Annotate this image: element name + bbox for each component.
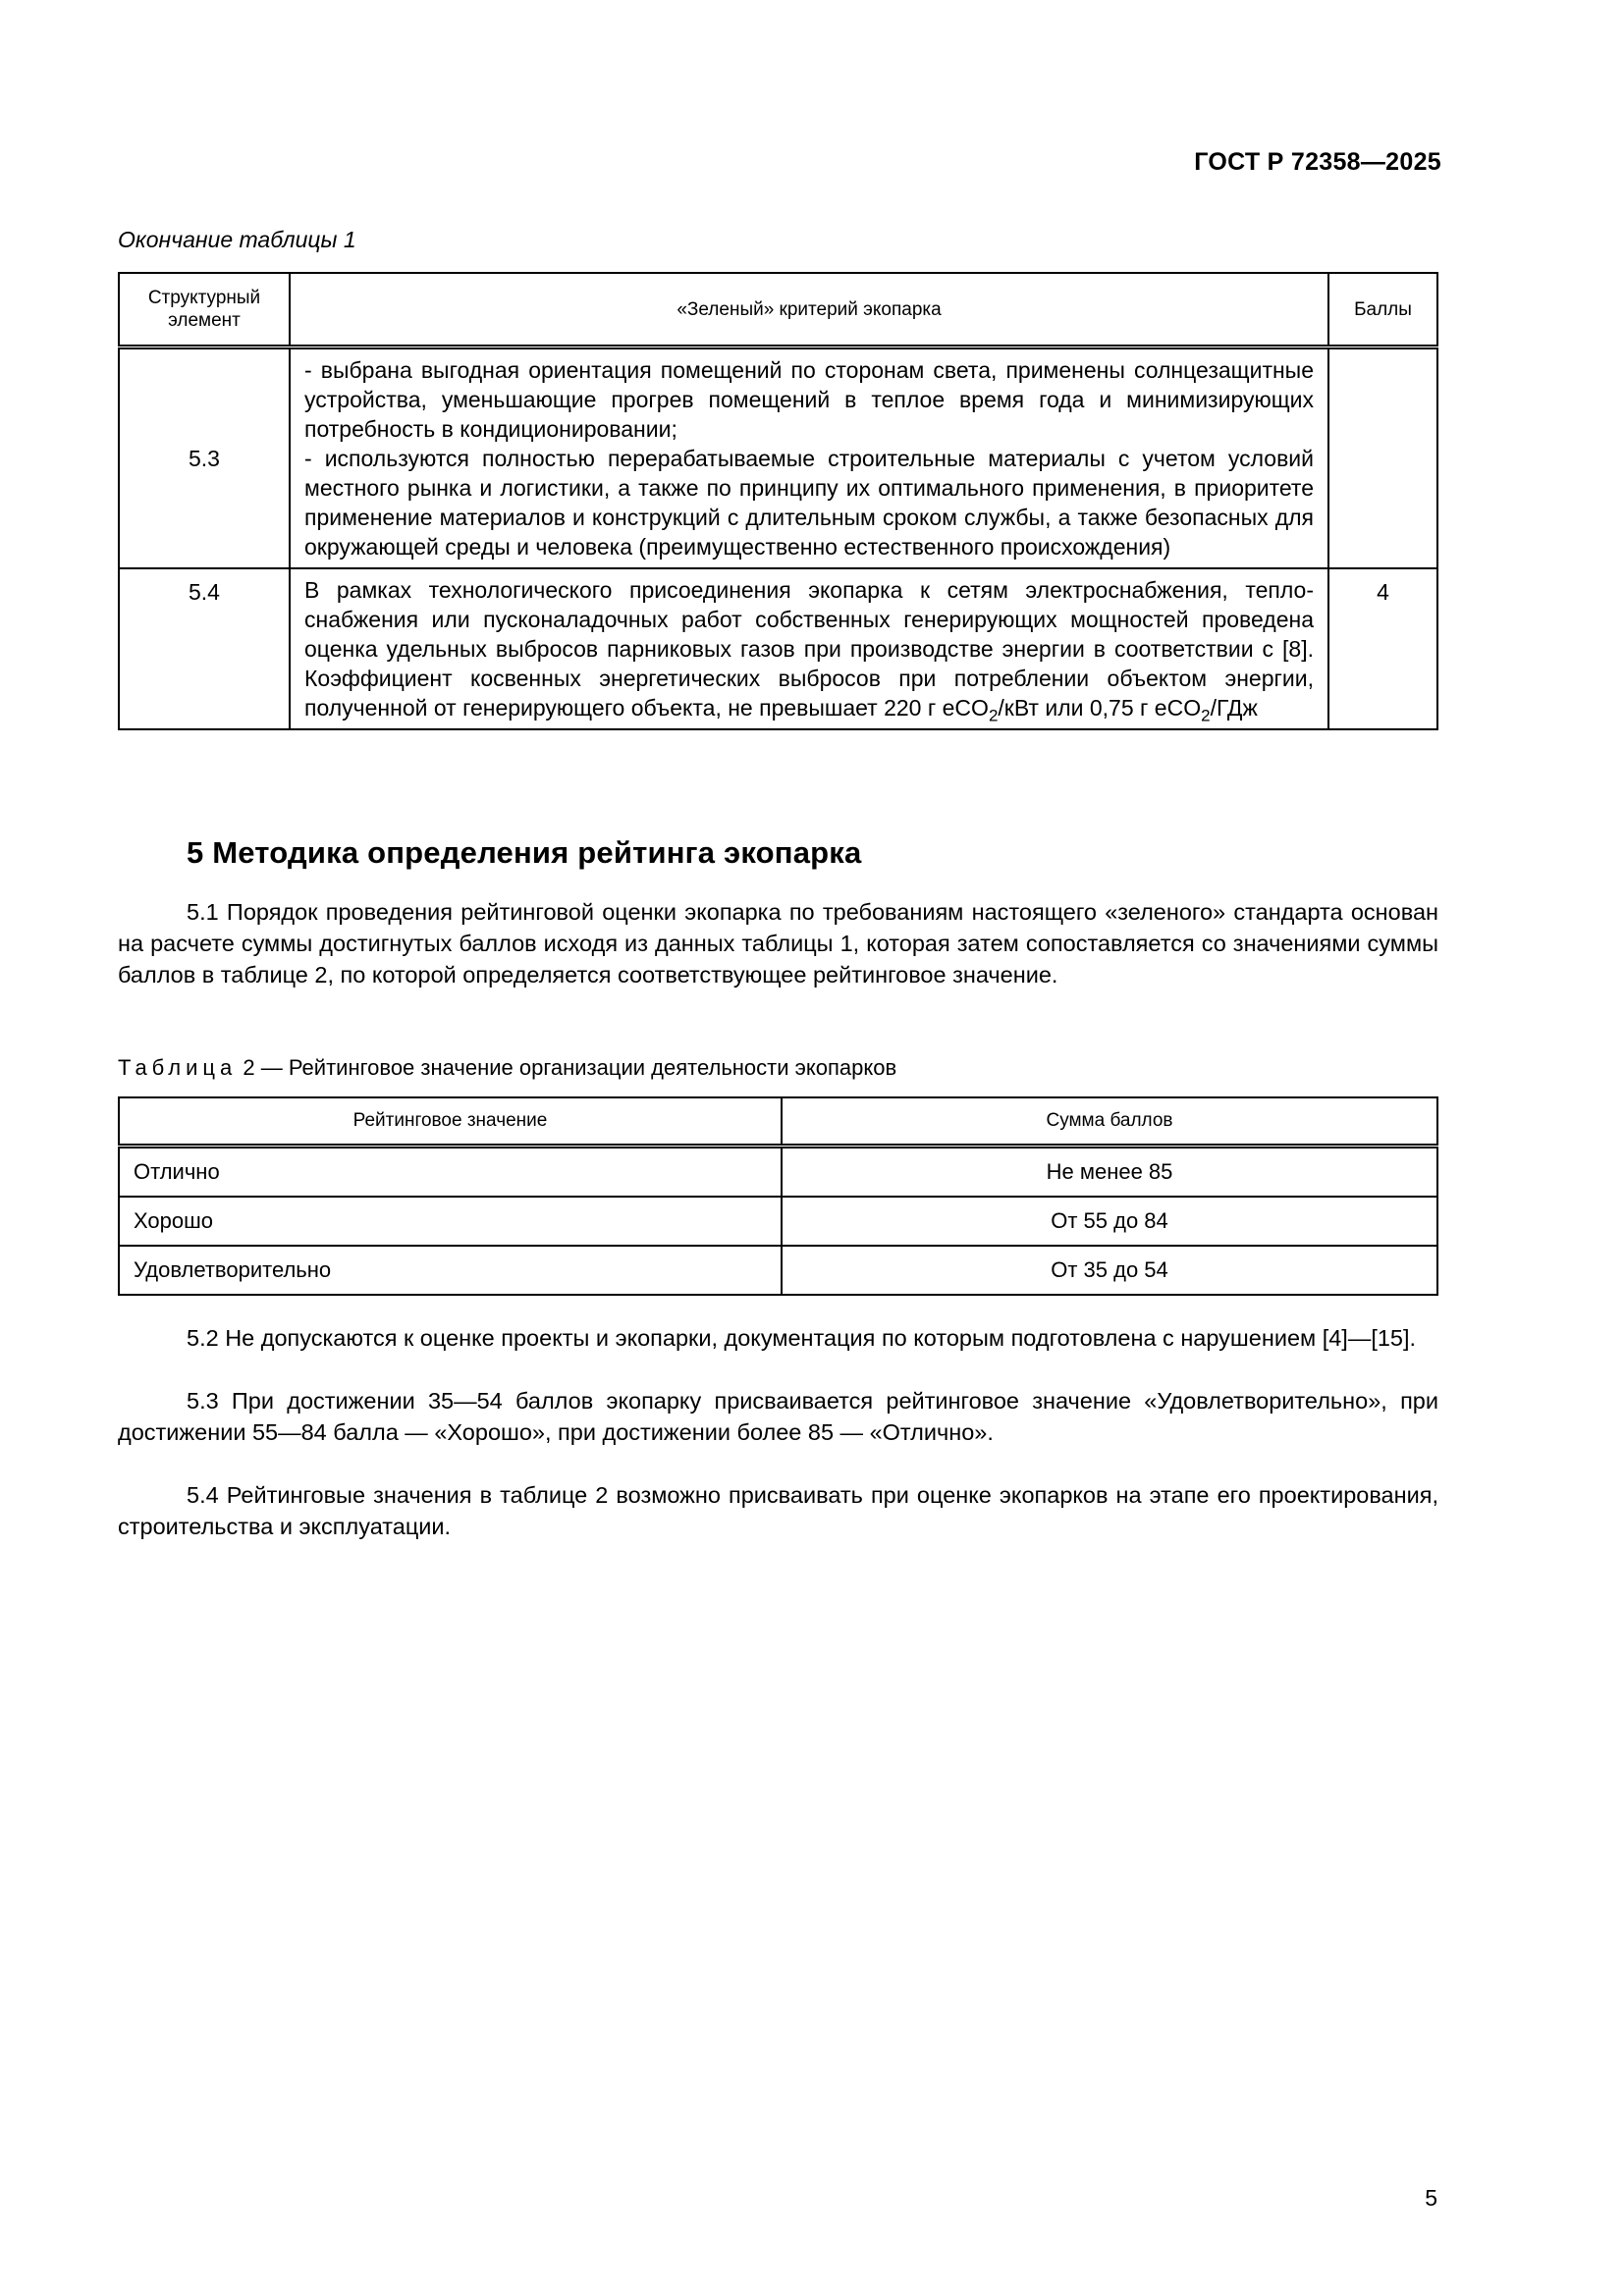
- table2-caption: [118, 1055, 896, 1081]
- table2: [118, 1096, 1438, 1296]
- table2-cell-rating: Удовлетворительно: [119, 1246, 782, 1295]
- table1-header-criterion: «Зеленый» критерий экопарка: [290, 273, 1328, 347]
- page-number: 5: [1425, 2185, 1437, 2211]
- table1-cell-criterion: [290, 568, 1328, 729]
- table2-cell-score: От 35 до 54: [782, 1246, 1437, 1295]
- table2-cell-score: Не менее 85: [782, 1147, 1437, 1198]
- criterion-text: /кВт или 0,75 г eCO: [998, 695, 1202, 721]
- table2-caption-label: Таблица: [118, 1055, 238, 1080]
- paragraph-5-3: 5.3 При достижении 35—54 баллов экопарку присваивается рейтинговое значение «Удовлетворительно», при достижении 55—84 балла — «Хорошо», при достижении более 85 — «Отлично».: [118, 1388, 1438, 1445]
- table2-header-row: [119, 1097, 1437, 1147]
- table1-row: [119, 568, 1437, 729]
- criterion-text: /ГДж: [1210, 695, 1258, 721]
- table2-header-rating: Рейтинговое значение: [119, 1097, 782, 1147]
- table1-cell-element: 5.4: [119, 568, 290, 729]
- table2-cell-rating: Хорошо: [119, 1197, 782, 1246]
- paragraph-5-4: 5.4 Рейтинговые значения в таблице 2 возможно присваивать при оценке экопарков на этапе его проектирования, строительства и эксплуатации.: [118, 1482, 1438, 1539]
- table1-cell-points: [1328, 347, 1437, 569]
- table1-cell-points: 4: [1328, 568, 1437, 729]
- table2-row: [119, 1147, 1437, 1198]
- section-title: 5 Методика определения рейтинга экопарка: [187, 835, 862, 870]
- table1-row: [119, 347, 1437, 569]
- table2-row: [119, 1246, 1437, 1295]
- criterion-item: - выбрана выгодная ориентация помещений по сторонам света, применены солнцезащитные устройства, уменьшающие прогрев помещений в теплое время года и минимизирующих потребность в кондиционировании;: [304, 357, 1314, 442]
- table2-cell-score: От 55 до 84: [782, 1197, 1437, 1246]
- table2-header-score: Сумма баллов: [782, 1097, 1437, 1147]
- table1-header-row: [119, 273, 1437, 347]
- table1-cell-element: 5.3: [119, 347, 290, 569]
- paragraph-5-1: 5.1 Порядок проведения рейтинговой оценки экопарка по требованиям настоящего «зеленого» стандарта основан на расчете суммы достигнутых баллов исходя из данных таблицы 1, которая затем сопоставляется со значениями суммы баллов в таблице 2, по которой определяется соответствующее рейтинговое значение.: [118, 899, 1438, 988]
- table1-cell-criterion: [290, 347, 1328, 569]
- subscript: 2: [988, 706, 999, 725]
- subscript: 2: [1201, 706, 1211, 725]
- table2-cell-rating: Отлично: [119, 1147, 782, 1198]
- paragraph-5-2: 5.2 Не допускаются к оценке проекты и экопарки, документация по которым подготовлена с нарушением [4]—[15].: [187, 1325, 1417, 1351]
- criterion-text: В рамках технологического присоединения экопарка к сетям электроснабжения, теплоснабжения или пусконаладочных работ собственных генерирующих мощностей проведена оценка удельных выбросов парниковых газов при производстве энергии в соответствии с [8]. Коэффициент косвенных энергетических выбросов при потреблении объектом энергии, полученной от генерирующего объекта, не превышает 220 г eCO: [304, 577, 1314, 721]
- table2-caption-text: 2 — Рейтинговое значение организации деятельности экопарков: [243, 1055, 897, 1080]
- document-id: ГОСТ Р 72358—2025: [1194, 148, 1441, 176]
- table2-row: [119, 1197, 1437, 1246]
- table1-caption: Окончание таблицы 1: [118, 227, 356, 252]
- criterion-item: - используются полностью перерабатываемые строительные материалы с учетом условий местного рынка и логистики, а также по принципу их оптимального применения, в приоритете применение материалов и конструкций с длительным сроком службы, а также безопасных для окружающей среды и человека (преимущественно естественного происхождения): [304, 446, 1314, 560]
- table1-header-element: Структурный элемент: [119, 273, 290, 347]
- table1: [118, 272, 1438, 730]
- table1-header-points: Баллы: [1328, 273, 1437, 347]
